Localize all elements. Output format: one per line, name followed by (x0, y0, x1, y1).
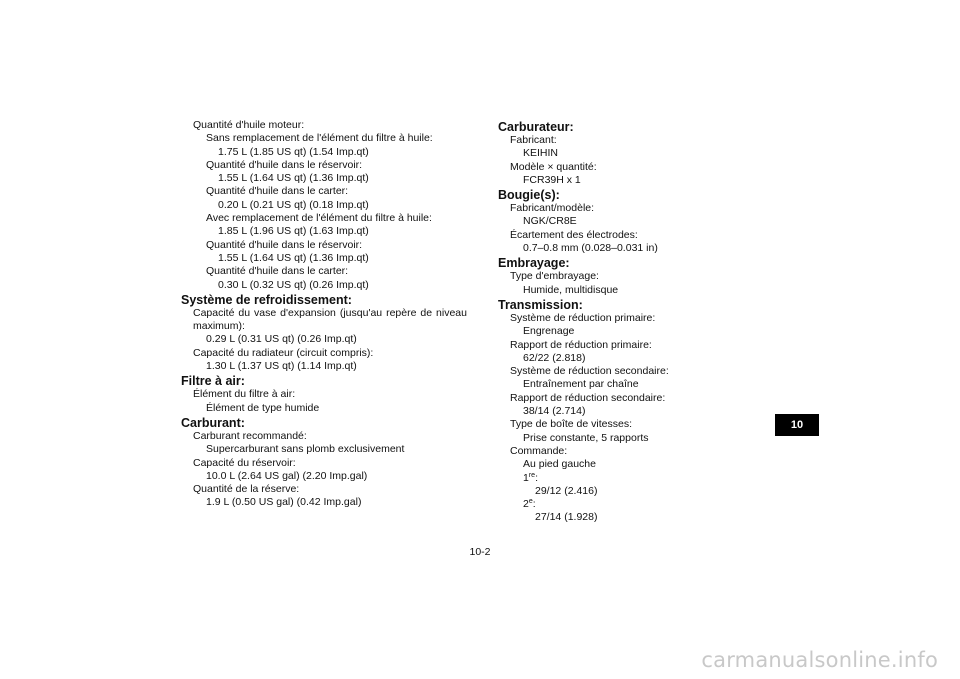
line-text: maximum): (193, 320, 245, 333)
spec-label (498, 312, 688, 325)
line-text: Carburateur: (498, 120, 574, 134)
line-text: 1.55 L (1.64 US qt) (1.36 Imp.qt) (218, 172, 369, 185)
spec-value (498, 378, 688, 391)
line-text: Engrenage (523, 325, 575, 338)
spec-value (181, 212, 467, 225)
spec-value (498, 485, 688, 498)
line-text: 0.30 L (0.32 US qt) (0.26 Imp.qt) (218, 278, 369, 291)
section-heading (181, 374, 467, 388)
spec-label (181, 457, 467, 470)
line-text: Fabricant: (510, 134, 557, 146)
spec-label (181, 320, 467, 333)
line-suffix: : (532, 498, 536, 511)
line-text: 62/22 (2.818) (523, 351, 586, 364)
line-text: Modèle × quantité: (510, 160, 597, 173)
line-text: Bougie(s): (498, 188, 560, 203)
line-text: Prise constante, 5 rapports (523, 431, 649, 444)
line-text: Rapport de réduction secondaire: (510, 391, 666, 404)
line-text: Quantité d'huile dans le carter: (206, 185, 349, 198)
spec-value (181, 360, 467, 373)
line-text: 29/12 (2.416) (535, 484, 598, 497)
line-text: Type d'embrayage: (510, 270, 599, 283)
spec-value (498, 472, 688, 485)
line-text: 1.55 L (1.64 US qt) (1.36 Imp.qt) (218, 251, 369, 264)
line-text: Rapport de réduction primaire: (510, 338, 652, 351)
line-text: Fabricant/modèle: (510, 202, 595, 215)
line-suffix: : (535, 471, 538, 484)
spec-value (181, 225, 467, 238)
section-heading (181, 293, 467, 307)
line-text: Type de boîte de vitesses: (510, 418, 632, 431)
spec-label (498, 229, 688, 242)
line-text: Transmission: (498, 297, 583, 312)
spec-value (498, 458, 688, 471)
line-text: NGK/CR8E (523, 215, 577, 228)
section-heading (498, 298, 688, 312)
spec-label (181, 388, 467, 401)
spec-value (181, 443, 467, 456)
spec-value (498, 432, 688, 445)
line-text: KEIHIN (523, 147, 559, 160)
spec-value (181, 470, 467, 483)
line-text: 0.20 L (0.21 US qt) (0.18 Imp.qt) (218, 198, 369, 211)
spec-label (498, 339, 688, 352)
line-text: 38/14 (2.714) (523, 405, 586, 418)
line-text: Embrayage: (498, 256, 570, 271)
section-heading (498, 120, 688, 134)
spec-label (498, 365, 688, 378)
spec-value (181, 252, 467, 265)
line-text: FCR39H x 1 (523, 173, 581, 186)
spec-label (181, 483, 467, 496)
spec-label (181, 430, 467, 443)
line-text: Quantité d'huile dans le réservoir: (206, 158, 363, 171)
ordinal-superscript: e (528, 498, 533, 506)
spec-value (181, 172, 467, 185)
line-text: Système de réduction secondaire: (510, 365, 669, 378)
line-text: Sans remplacement de l'élément du filtre à huile: (206, 132, 433, 145)
line-text: 27/14 (1.928) (535, 511, 598, 524)
spec-text-line (181, 307, 467, 320)
line-text: 2 (523, 498, 529, 511)
spec-value (498, 215, 688, 228)
spec-value (181, 146, 467, 159)
line-text: 1.85 L (1.96 US qt) (1.63 Imp.qt) (218, 225, 369, 238)
spec-value (181, 199, 467, 212)
line-text: Carburant: (181, 415, 245, 430)
spec-value (181, 279, 467, 292)
line-text: Capacité du réservoir: (193, 456, 296, 469)
line-text: Entraînement par chaîne (523, 378, 639, 391)
spec-label (181, 119, 467, 132)
line-text: Filtre à air: (181, 374, 245, 389)
spec-value (181, 185, 467, 198)
line-text: Système de refroidissement: (181, 292, 352, 307)
spec-value (181, 333, 467, 346)
line-text: Écartement des électrodes: (510, 228, 638, 241)
right-spec-column (498, 119, 688, 525)
line-text: Système de réduction primaire: (510, 311, 656, 324)
spec-value (181, 496, 467, 509)
section-heading (498, 188, 688, 202)
spec-value (498, 147, 688, 160)
line-text: 0.29 L (0.31 US qt) (0.26 Imp.qt) (206, 333, 357, 346)
spec-label (498, 392, 688, 405)
spec-label (498, 270, 688, 283)
page-number: 10-2 (469, 546, 491, 558)
spec-label (181, 347, 467, 360)
line-text: 1.75 L (1.85 US qt) (1.54 Imp.qt) (218, 145, 369, 158)
line-text: Au pied gauche (523, 458, 596, 471)
spec-label (498, 161, 688, 174)
spec-label (498, 445, 688, 458)
line-text: Capacité du vase d'expansion (jusqu'au repère de niveau (193, 306, 467, 319)
spec-value (498, 284, 688, 297)
line-text: 0.7–0.8 mm (0.028–0.031 in) (523, 242, 658, 255)
spec-value (498, 325, 688, 338)
line-text: Supercarburant sans plomb exclusivement (206, 443, 405, 456)
line-text: Quantité d'huile dans le carter: (206, 265, 349, 278)
spec-label (498, 202, 688, 215)
section-heading (181, 416, 467, 430)
spec-value (498, 511, 688, 524)
spec-label (498, 134, 688, 147)
line-text: Quantité de la réserve: (193, 483, 300, 496)
spec-value (181, 239, 467, 252)
left-spec-column (181, 119, 467, 510)
spec-value (181, 159, 467, 172)
line-text: 1.30 L (1.37 US qt) (1.14 Imp.qt) (206, 360, 357, 373)
spec-value (498, 242, 688, 255)
line-text: Avec remplacement de l'élément du filtre à huile: (206, 212, 432, 225)
line-text: Humide, multidisque (523, 283, 619, 296)
spec-value (498, 174, 688, 187)
spec-value (498, 352, 688, 365)
spec-value (181, 265, 467, 278)
line-text: Carburant recommandé: (193, 429, 307, 442)
line-text: Quantité d'huile dans le réservoir: (206, 238, 363, 251)
watermark: carmanualsonline.info (701, 648, 938, 672)
spec-value (498, 405, 688, 418)
line-text: Élément de type humide (206, 401, 320, 414)
spec-label (498, 418, 688, 431)
chapter-tab: 10 (775, 414, 819, 436)
section-heading (498, 256, 688, 270)
line-text: 1.9 L (0.50 US gal) (0.42 Imp.gal) (206, 496, 362, 509)
spec-value (181, 132, 467, 145)
line-text: Commande: (510, 444, 568, 457)
ordinal-superscript: re (528, 471, 536, 479)
line-text: Élément du filtre à air: (193, 388, 296, 401)
spec-value (181, 402, 467, 415)
spec-value (498, 498, 688, 511)
line-text: Capacité du radiateur (circuit compris): (193, 346, 374, 359)
line-text: Quantité d'huile moteur: (193, 119, 305, 131)
line-text: 1 (523, 471, 529, 484)
line-text: 10.0 L (2.64 US gal) (2.20 Imp.gal) (206, 469, 368, 482)
